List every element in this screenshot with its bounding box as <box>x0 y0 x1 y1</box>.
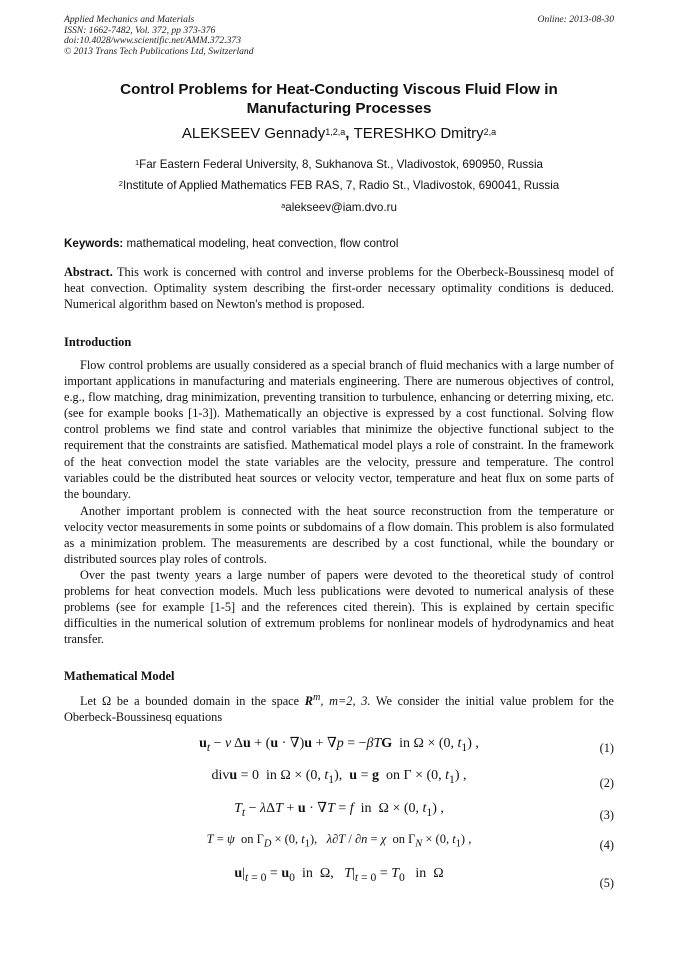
equation-5-number: (5) <box>599 876 614 890</box>
space-dimension: m <box>312 692 321 703</box>
title-line-1: Control Problems for Heat-Conducting Viscous Fluid Flow in <box>120 81 558 98</box>
model-text-start: Let Ω be a bounded domain in the space <box>80 694 305 709</box>
equation-2-formula: divu = 0 in Ω × (0, $t_1$), u = g on Γ × (0, $t_1$) , <box>211 768 467 786</box>
email-link[interactable]: alekseev@iam.dvo.ru <box>285 201 397 214</box>
title-line-2: Manufacturing Processes <box>246 100 432 117</box>
author-list <box>60 124 618 144</box>
keywords-text: mathematical modeling, heat convection, flow control <box>123 237 399 250</box>
author-2: TERESHKO Dmitry <box>353 125 484 142</box>
keywords-label: Keywords: <box>64 237 124 250</box>
equation-5-formula: $u|_{t = 0} = u_0$ in Ω, $T|_{t = 0} = T_0$ in Ω <box>234 866 444 884</box>
equation-2-number: (2) <box>599 776 614 790</box>
author-1: ALEKSEEV Gennady <box>181 125 326 142</box>
section-heading-model: Mathematical Model <box>64 669 175 683</box>
author-separator: , <box>345 125 354 142</box>
section-heading-introduction: Introduction <box>64 335 132 349</box>
space-dims: , m=2, 3. <box>320 694 371 709</box>
intro-paragraph-3: Over the past twenty years a large number of papers were devoted to the theoretical study of control problems for heat convection models. Much less publications were devoted to numerical analysis of these problems (see for example [1-5] and the references cited therein). This is explained by certain specific difficulties in the numerical solution of extremum problems for nonlinear models of hydrodynamics and heat transfer. <box>64 568 614 647</box>
affiliation-2 <box>40 179 638 193</box>
intro-paragraph-1: Flow control problems are usually considered as a special branch of fluid mechanics with a large number of important applications in manufacturing and materials engineering. There are numerous objectives of control, e.g., flow matching, drag minimization, preventing transition to turbulence, enhancing or deterring mixing, etc. (see for example books [1-3]). Mathematically an objective is expressed by a cost functional. Solving flow control problems we find state and control variables that minimize the objective functional subject to the requirement that the constraints are satisfied. Mathematical model plays a role of constraint. In the framework of the heat convection model the state variables are the velocity, pressure and temperature. The control variables could be the distributed heat sources or velocity vector, temperature and heat flux on some parts of the boundary. <box>64 358 614 501</box>
journal-name: Applied Mechanics and Materials <box>64 14 195 25</box>
affiliation-1-mark: 1 <box>134 158 140 167</box>
online-date: Online: 2013-08-30 <box>537 14 614 25</box>
equation-4-formula: T = ψ on $\Gamma_D \times (0$, $t_1$), λ∂T / ∂n = χ on $\Gamma_N \times (0$, $t_1$) , <box>206 832 472 850</box>
space-symbol: R <box>304 694 313 709</box>
equation-1-number: (1) <box>599 741 614 755</box>
affiliation-1-text: Far Eastern Federal University, 8, Sukhanova St., Vladivostok, 690950, Russia <box>139 158 543 171</box>
intro-paragraph-2: Another important problem is connected with the heat source reconstruction from the temperature or velocity vector measurements in some points or subdomains of a flow domain. This problem is also formulated as a minimization problem. The measurements are described by a cost functional, while the boundary or distributed sources play roles of controls. <box>64 504 614 567</box>
abstract-label: Abstract. <box>64 265 113 279</box>
journal-copyright: © 2013 Trans Tech Publications Ltd, Switzerland <box>64 45 254 57</box>
journal-header <box>64 15 254 57</box>
model-paragraph <box>64 690 614 725</box>
abstract-text: This work is concerned with control and inverse problems for the Oberbeck-Boussinesq model of heat convection. Optimality system describing the first-order necessary optimality conditions is deduced. Numerical algorithm based on Newton's method is proposed. <box>64 265 614 312</box>
journal-issn: ISSN: 1662-7482, Vol. 372, pp 373-376 <box>64 24 216 36</box>
author-2-affiliation-mark: 2,a <box>483 127 497 137</box>
affiliation-2-mark: 2 <box>118 179 123 188</box>
journal-doi: doi:10.4028/www.scientific.net/AMM.372.373 <box>64 35 242 47</box>
keywords <box>64 237 614 251</box>
paper-title <box>60 80 618 118</box>
author-email <box>40 201 638 215</box>
equation-4-number: (4) <box>599 838 614 852</box>
model-text-end: We consider the initial value problem for the Oberbeck-Boussinesq equations <box>64 694 614 725</box>
equation-3-number: (3) <box>599 808 614 822</box>
equation-3-formula: $T_t - \lambda\Delta T + u \cdot \nabla T = f$ in Ω × (0, $t_1$) , <box>234 801 444 819</box>
email-mark: a <box>281 201 286 210</box>
equation-1-formula: $u_t - \nu$ Δu + (u · ∇)u + ∇p = −βTG in Ω × (0, $t_1$) , <box>199 736 479 754</box>
abstract <box>64 264 614 312</box>
author-1-affiliation-mark: 1,2,a <box>325 127 346 137</box>
affiliation-2-text: Institute of Applied Mathematics FEB RAS, 7, Radio St., Vladivostok, 690041, Russia <box>122 179 560 192</box>
affiliation-1 <box>40 158 638 172</box>
